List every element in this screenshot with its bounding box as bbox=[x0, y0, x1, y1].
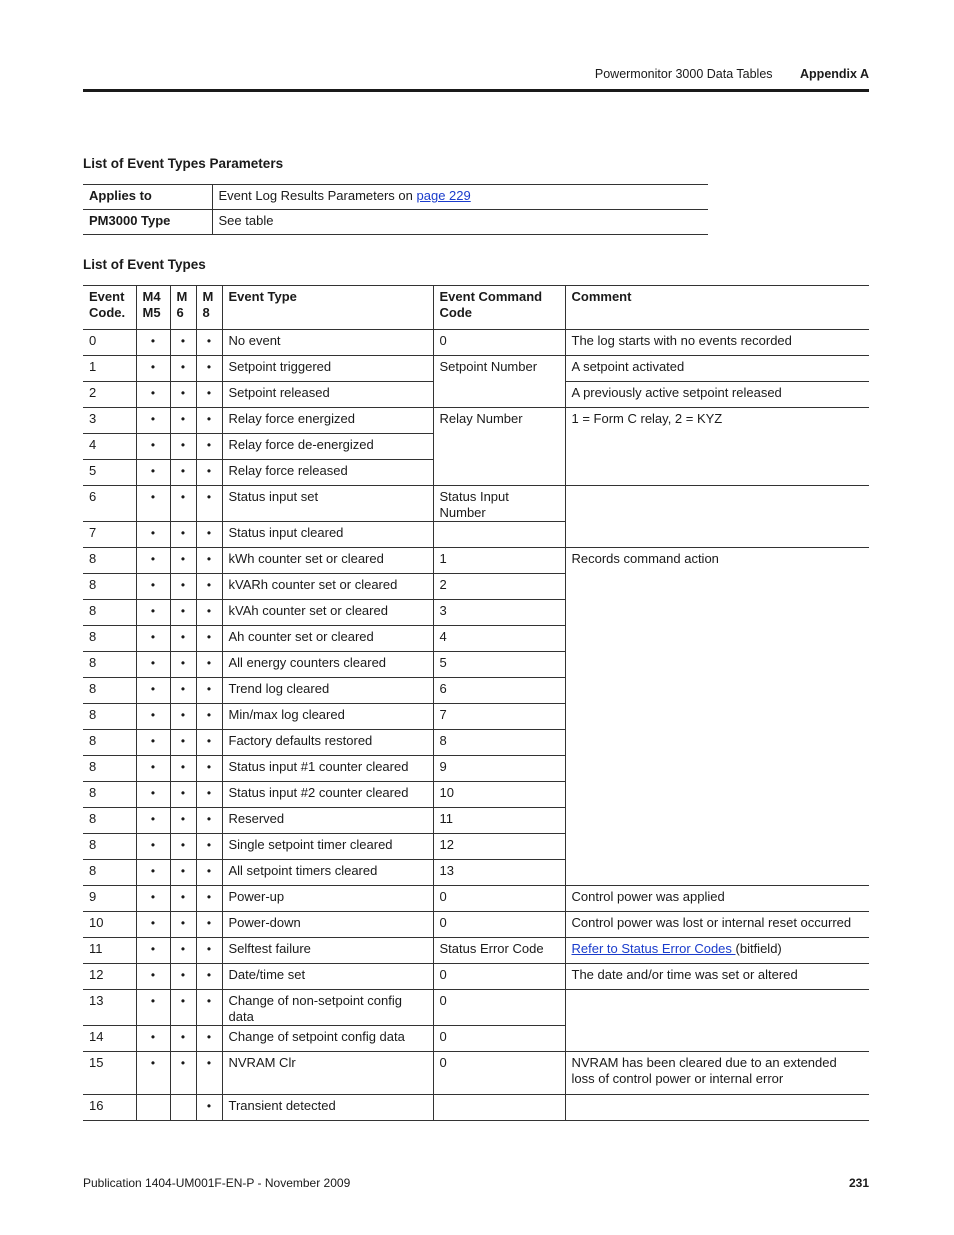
command-code-cell: 0 bbox=[433, 1026, 565, 1052]
params-row-applies-to bbox=[83, 185, 708, 210]
event-code-cell: 8 bbox=[83, 860, 136, 886]
event-type-cell: Relay force energized bbox=[222, 408, 433, 434]
event-code-cell: 8 bbox=[83, 834, 136, 860]
support-m4-m5-cell: • bbox=[136, 860, 170, 886]
support-m6-cell: • bbox=[170, 808, 196, 834]
event-type-cell: kWh counter set or cleared bbox=[222, 548, 433, 574]
event-type-cell: Ah counter set or cleared bbox=[222, 626, 433, 652]
comment-cell: A previously active setpoint released bbox=[565, 382, 869, 408]
support-m8-cell: • bbox=[196, 704, 222, 730]
support-m6-cell: • bbox=[170, 704, 196, 730]
support-m6-cell: • bbox=[170, 652, 196, 678]
col-header-comment: Comment bbox=[565, 286, 869, 330]
support-m4-m5-cell: • bbox=[136, 1026, 170, 1052]
support-m8-cell: • bbox=[196, 460, 222, 486]
support-m8-cell: • bbox=[196, 860, 222, 886]
event-type-cell: Reserved bbox=[222, 808, 433, 834]
support-m6-cell: • bbox=[170, 356, 196, 382]
params-title: List of Event Types Parameters bbox=[83, 156, 284, 171]
event-type-cell: All energy counters cleared bbox=[222, 652, 433, 678]
comment-cell: Control power was lost or internal reset occurred bbox=[565, 912, 869, 938]
event-type-cell: Date/time set bbox=[222, 964, 433, 990]
event-type-cell: Power-up bbox=[222, 886, 433, 912]
support-m8-cell: • bbox=[196, 574, 222, 600]
support-m4-m5-cell: • bbox=[136, 964, 170, 990]
col-header-command-code: Event Command Code bbox=[433, 286, 565, 330]
event-code-cell: 7 bbox=[83, 522, 136, 548]
support-m4-m5-cell: • bbox=[136, 756, 170, 782]
support-m4-m5-cell: • bbox=[136, 382, 170, 408]
command-code-cell: 0 bbox=[433, 964, 565, 990]
support-m4-m5-cell: • bbox=[136, 912, 170, 938]
command-code-cell: 2 bbox=[433, 574, 565, 600]
table-header-row bbox=[83, 286, 869, 330]
comment-cell: Records command action bbox=[565, 548, 869, 886]
event-type-cell: kVAh counter set or cleared bbox=[222, 600, 433, 626]
event-rows bbox=[83, 330, 869, 1121]
command-code-cell: Status Error Code bbox=[433, 938, 565, 964]
event-type-cell: Setpoint triggered bbox=[222, 356, 433, 382]
col-header-event-type: Event Type bbox=[222, 286, 433, 330]
support-m6-cell: • bbox=[170, 938, 196, 964]
event-type-cell: All setpoint timers cleared bbox=[222, 860, 433, 886]
event-code-cell: 9 bbox=[83, 886, 136, 912]
header-rule bbox=[83, 89, 869, 92]
comment-cell: Control power was applied bbox=[565, 886, 869, 912]
command-code-cell: Setpoint Number bbox=[433, 356, 565, 408]
command-code-cell: 7 bbox=[433, 704, 565, 730]
event-type-cell: Factory defaults restored bbox=[222, 730, 433, 756]
table-row bbox=[83, 964, 869, 990]
events-title: List of Event Types bbox=[83, 257, 206, 272]
command-code-cell: 6 bbox=[433, 678, 565, 704]
command-code-cell: 1 bbox=[433, 548, 565, 574]
command-code-cell bbox=[433, 522, 565, 548]
event-type-cell: Status input #2 counter cleared bbox=[222, 782, 433, 808]
comment-cell: The date and/or time was set or altered bbox=[565, 964, 869, 990]
comment-cell bbox=[565, 1095, 869, 1121]
params-table bbox=[83, 184, 708, 235]
support-m6-cell: • bbox=[170, 782, 196, 808]
support-m6-cell: • bbox=[170, 434, 196, 460]
comment-cell bbox=[565, 486, 869, 548]
support-m8-cell: • bbox=[196, 652, 222, 678]
support-m6-cell: • bbox=[170, 964, 196, 990]
page-number: 231 bbox=[848, 1176, 869, 1190]
support-m8-cell: • bbox=[196, 330, 222, 356]
support-m6-cell: • bbox=[170, 522, 196, 548]
event-type-cell: Min/max log cleared bbox=[222, 704, 433, 730]
event-code-cell: 14 bbox=[83, 1026, 136, 1052]
event-type-cell: Trend log cleared bbox=[222, 678, 433, 704]
support-m6-cell: • bbox=[170, 860, 196, 886]
support-m4-m5-cell bbox=[136, 1095, 170, 1121]
support-m4-m5-cell: • bbox=[136, 730, 170, 756]
support-m8-cell: • bbox=[196, 886, 222, 912]
event-code-cell: 8 bbox=[83, 704, 136, 730]
event-code-cell: 8 bbox=[83, 626, 136, 652]
support-m6-cell: • bbox=[170, 678, 196, 704]
event-code-cell: 1 bbox=[83, 356, 136, 382]
col-header-m6: M 6 bbox=[170, 286, 196, 330]
command-code-cell: 10 bbox=[433, 782, 565, 808]
running-header-appendix: Appendix A bbox=[800, 67, 869, 81]
support-m8-cell: • bbox=[196, 600, 222, 626]
event-type-cell: No event bbox=[222, 330, 433, 356]
footer-publication: Publication 1404-UM001F-EN-P - November 2009 bbox=[83, 1176, 351, 1190]
pm3000-type-value: See table bbox=[212, 210, 708, 235]
support-m6-cell: • bbox=[170, 408, 196, 434]
support-m6-cell: • bbox=[170, 1052, 196, 1095]
support-m6-cell: • bbox=[170, 912, 196, 938]
table-row bbox=[83, 408, 869, 434]
support-m6-cell: • bbox=[170, 730, 196, 756]
table-row bbox=[83, 356, 869, 382]
status-error-codes-link[interactable]: Refer to Status Error Codes bbox=[571, 941, 736, 956]
command-code-cell: 8 bbox=[433, 730, 565, 756]
support-m8-cell: • bbox=[196, 382, 222, 408]
support-m8-cell: • bbox=[196, 1052, 222, 1095]
comment-cell: The log starts with no events recorded bbox=[565, 330, 869, 356]
col-header-event-code: Event Code. bbox=[83, 286, 136, 330]
event-types-table bbox=[83, 285, 869, 1121]
event-code-cell: 0 bbox=[83, 330, 136, 356]
table-row bbox=[83, 886, 869, 912]
command-code-cell: 3 bbox=[433, 600, 565, 626]
support-m8-cell: • bbox=[196, 756, 222, 782]
support-m4-m5-cell: • bbox=[136, 600, 170, 626]
support-m6-cell: • bbox=[170, 460, 196, 486]
event-code-cell: 8 bbox=[83, 730, 136, 756]
command-code-cell: 0 bbox=[433, 330, 565, 356]
col-header-m4-m5: M4 M5 bbox=[136, 286, 170, 330]
support-m6-cell: • bbox=[170, 486, 196, 522]
pm3000-type-label: PM3000 Type bbox=[83, 210, 212, 235]
support-m6-cell: • bbox=[170, 756, 196, 782]
support-m8-cell: • bbox=[196, 964, 222, 990]
command-code-cell: Status Input Number bbox=[433, 486, 565, 522]
event-code-cell: 8 bbox=[83, 756, 136, 782]
support-m6-cell: • bbox=[170, 574, 196, 600]
event-code-cell: 3 bbox=[83, 408, 136, 434]
support-m4-m5-cell: • bbox=[136, 486, 170, 522]
command-code-cell: 0 bbox=[433, 912, 565, 938]
command-code-cell: 0 bbox=[433, 990, 565, 1026]
comment-cell bbox=[565, 938, 869, 964]
support-m8-cell: • bbox=[196, 678, 222, 704]
support-m8-cell: • bbox=[196, 834, 222, 860]
event-code-cell: 10 bbox=[83, 912, 136, 938]
support-m4-m5-cell: • bbox=[136, 990, 170, 1026]
event-type-cell: Single setpoint timer cleared bbox=[222, 834, 433, 860]
support-m6-cell: • bbox=[170, 600, 196, 626]
event-code-cell: 2 bbox=[83, 382, 136, 408]
comment-cell: 1 = Form C relay, 2 = KYZ bbox=[565, 408, 869, 486]
event-code-cell: 11 bbox=[83, 938, 136, 964]
support-m4-m5-cell: • bbox=[136, 886, 170, 912]
event-type-cell: Change of setpoint config data bbox=[222, 1026, 433, 1052]
support-m8-cell: • bbox=[196, 356, 222, 382]
event-code-cell: 15 bbox=[83, 1052, 136, 1095]
event-code-cell: 8 bbox=[83, 678, 136, 704]
event-code-cell: 16 bbox=[83, 1095, 136, 1121]
event-code-cell: 5 bbox=[83, 460, 136, 486]
event-code-cell: 4 bbox=[83, 434, 136, 460]
command-code-cell: 0 bbox=[433, 886, 565, 912]
support-m6-cell: • bbox=[170, 548, 196, 574]
event-type-cell: Transient detected bbox=[222, 1095, 433, 1121]
comment-suffix: (bitfield) bbox=[735, 941, 782, 956]
support-m4-m5-cell: • bbox=[136, 408, 170, 434]
support-m4-m5-cell: • bbox=[136, 460, 170, 486]
running-header bbox=[83, 64, 869, 84]
support-m4-m5-cell: • bbox=[136, 548, 170, 574]
support-m8-cell: • bbox=[196, 1026, 222, 1052]
params-row-type bbox=[83, 210, 708, 235]
event-code-cell: 6 bbox=[83, 486, 136, 522]
command-code-cell: 11 bbox=[433, 808, 565, 834]
support-m6-cell: • bbox=[170, 382, 196, 408]
support-m4-m5-cell: • bbox=[136, 434, 170, 460]
support-m6-cell: • bbox=[170, 886, 196, 912]
event-type-cell: Setpoint released bbox=[222, 382, 433, 408]
event-type-cell: Selftest failure bbox=[222, 938, 433, 964]
comment-cell: NVRAM has been cleared due to an extended loss of control power or internal error bbox=[565, 1052, 869, 1095]
event-type-cell: Power-down bbox=[222, 912, 433, 938]
event-code-cell: 8 bbox=[83, 600, 136, 626]
support-m8-cell: • bbox=[196, 408, 222, 434]
table-row bbox=[83, 990, 869, 1026]
support-m8-cell: • bbox=[196, 912, 222, 938]
support-m4-m5-cell: • bbox=[136, 808, 170, 834]
comment-cell bbox=[565, 990, 869, 1052]
support-m4-m5-cell: • bbox=[136, 652, 170, 678]
table-row bbox=[83, 912, 869, 938]
event-code-cell: 8 bbox=[83, 808, 136, 834]
support-m4-m5-cell: • bbox=[136, 574, 170, 600]
support-m4-m5-cell: • bbox=[136, 834, 170, 860]
comment-cell: A setpoint activated bbox=[565, 356, 869, 382]
event-code-cell: 13 bbox=[83, 990, 136, 1026]
applies-to-value bbox=[212, 185, 708, 210]
table-row bbox=[83, 330, 869, 356]
support-m4-m5-cell: • bbox=[136, 626, 170, 652]
support-m8-cell: • bbox=[196, 626, 222, 652]
event-code-cell: 8 bbox=[83, 548, 136, 574]
support-m8-cell: • bbox=[196, 730, 222, 756]
support-m6-cell: • bbox=[170, 834, 196, 860]
event-code-cell: 12 bbox=[83, 964, 136, 990]
support-m8-cell: • bbox=[196, 1095, 222, 1121]
event-type-cell: Relay force released bbox=[222, 460, 433, 486]
command-code-cell: 13 bbox=[433, 860, 565, 886]
support-m6-cell: • bbox=[170, 626, 196, 652]
support-m6-cell: • bbox=[170, 330, 196, 356]
running-header-section: Powermonitor 3000 Data Tables bbox=[594, 67, 773, 81]
support-m8-cell: • bbox=[196, 782, 222, 808]
event-code-cell: 8 bbox=[83, 652, 136, 678]
support-m4-m5-cell: • bbox=[136, 938, 170, 964]
page-229-link[interactable]: page 229 bbox=[416, 188, 471, 203]
event-code-cell: 8 bbox=[83, 782, 136, 808]
table-row bbox=[83, 1052, 869, 1095]
applies-to-text: Event Log Results Parameters on bbox=[218, 188, 417, 203]
support-m8-cell: • bbox=[196, 990, 222, 1026]
event-type-cell: NVRAM Clr bbox=[222, 1052, 433, 1095]
support-m4-m5-cell: • bbox=[136, 704, 170, 730]
event-type-cell: Change of non-setpoint config data bbox=[222, 990, 433, 1026]
col-header-m8: M 8 bbox=[196, 286, 222, 330]
table-row bbox=[83, 1095, 869, 1121]
support-m4-m5-cell: • bbox=[136, 678, 170, 704]
support-m8-cell: • bbox=[196, 486, 222, 522]
event-type-cell: Relay force de-energized bbox=[222, 434, 433, 460]
support-m4-m5-cell: • bbox=[136, 330, 170, 356]
event-type-cell: Status input set bbox=[222, 486, 433, 522]
support-m6-cell bbox=[170, 1095, 196, 1121]
support-m8-cell: • bbox=[196, 548, 222, 574]
support-m6-cell: • bbox=[170, 990, 196, 1026]
support-m4-m5-cell: • bbox=[136, 356, 170, 382]
support-m8-cell: • bbox=[196, 522, 222, 548]
event-type-cell: Status input #1 counter cleared bbox=[222, 756, 433, 782]
command-code-cell: 0 bbox=[433, 1052, 565, 1095]
command-code-cell: 12 bbox=[433, 834, 565, 860]
table-row bbox=[83, 938, 869, 964]
support-m8-cell: • bbox=[196, 938, 222, 964]
support-m8-cell: • bbox=[196, 808, 222, 834]
support-m4-m5-cell: • bbox=[136, 782, 170, 808]
command-code-cell: Relay Number bbox=[433, 408, 565, 486]
support-m4-m5-cell: • bbox=[136, 522, 170, 548]
applies-to-label: Applies to bbox=[83, 185, 212, 210]
support-m4-m5-cell: • bbox=[136, 1052, 170, 1095]
command-code-cell: 5 bbox=[433, 652, 565, 678]
support-m6-cell: • bbox=[170, 1026, 196, 1052]
table-row bbox=[83, 486, 869, 522]
command-code-cell: 4 bbox=[433, 626, 565, 652]
event-code-cell: 8 bbox=[83, 574, 136, 600]
command-code-cell bbox=[433, 1095, 565, 1121]
table-row bbox=[83, 548, 869, 574]
event-type-cell: Status input cleared bbox=[222, 522, 433, 548]
command-code-cell: 9 bbox=[433, 756, 565, 782]
event-type-cell: kVARh counter set or cleared bbox=[222, 574, 433, 600]
support-m8-cell: • bbox=[196, 434, 222, 460]
